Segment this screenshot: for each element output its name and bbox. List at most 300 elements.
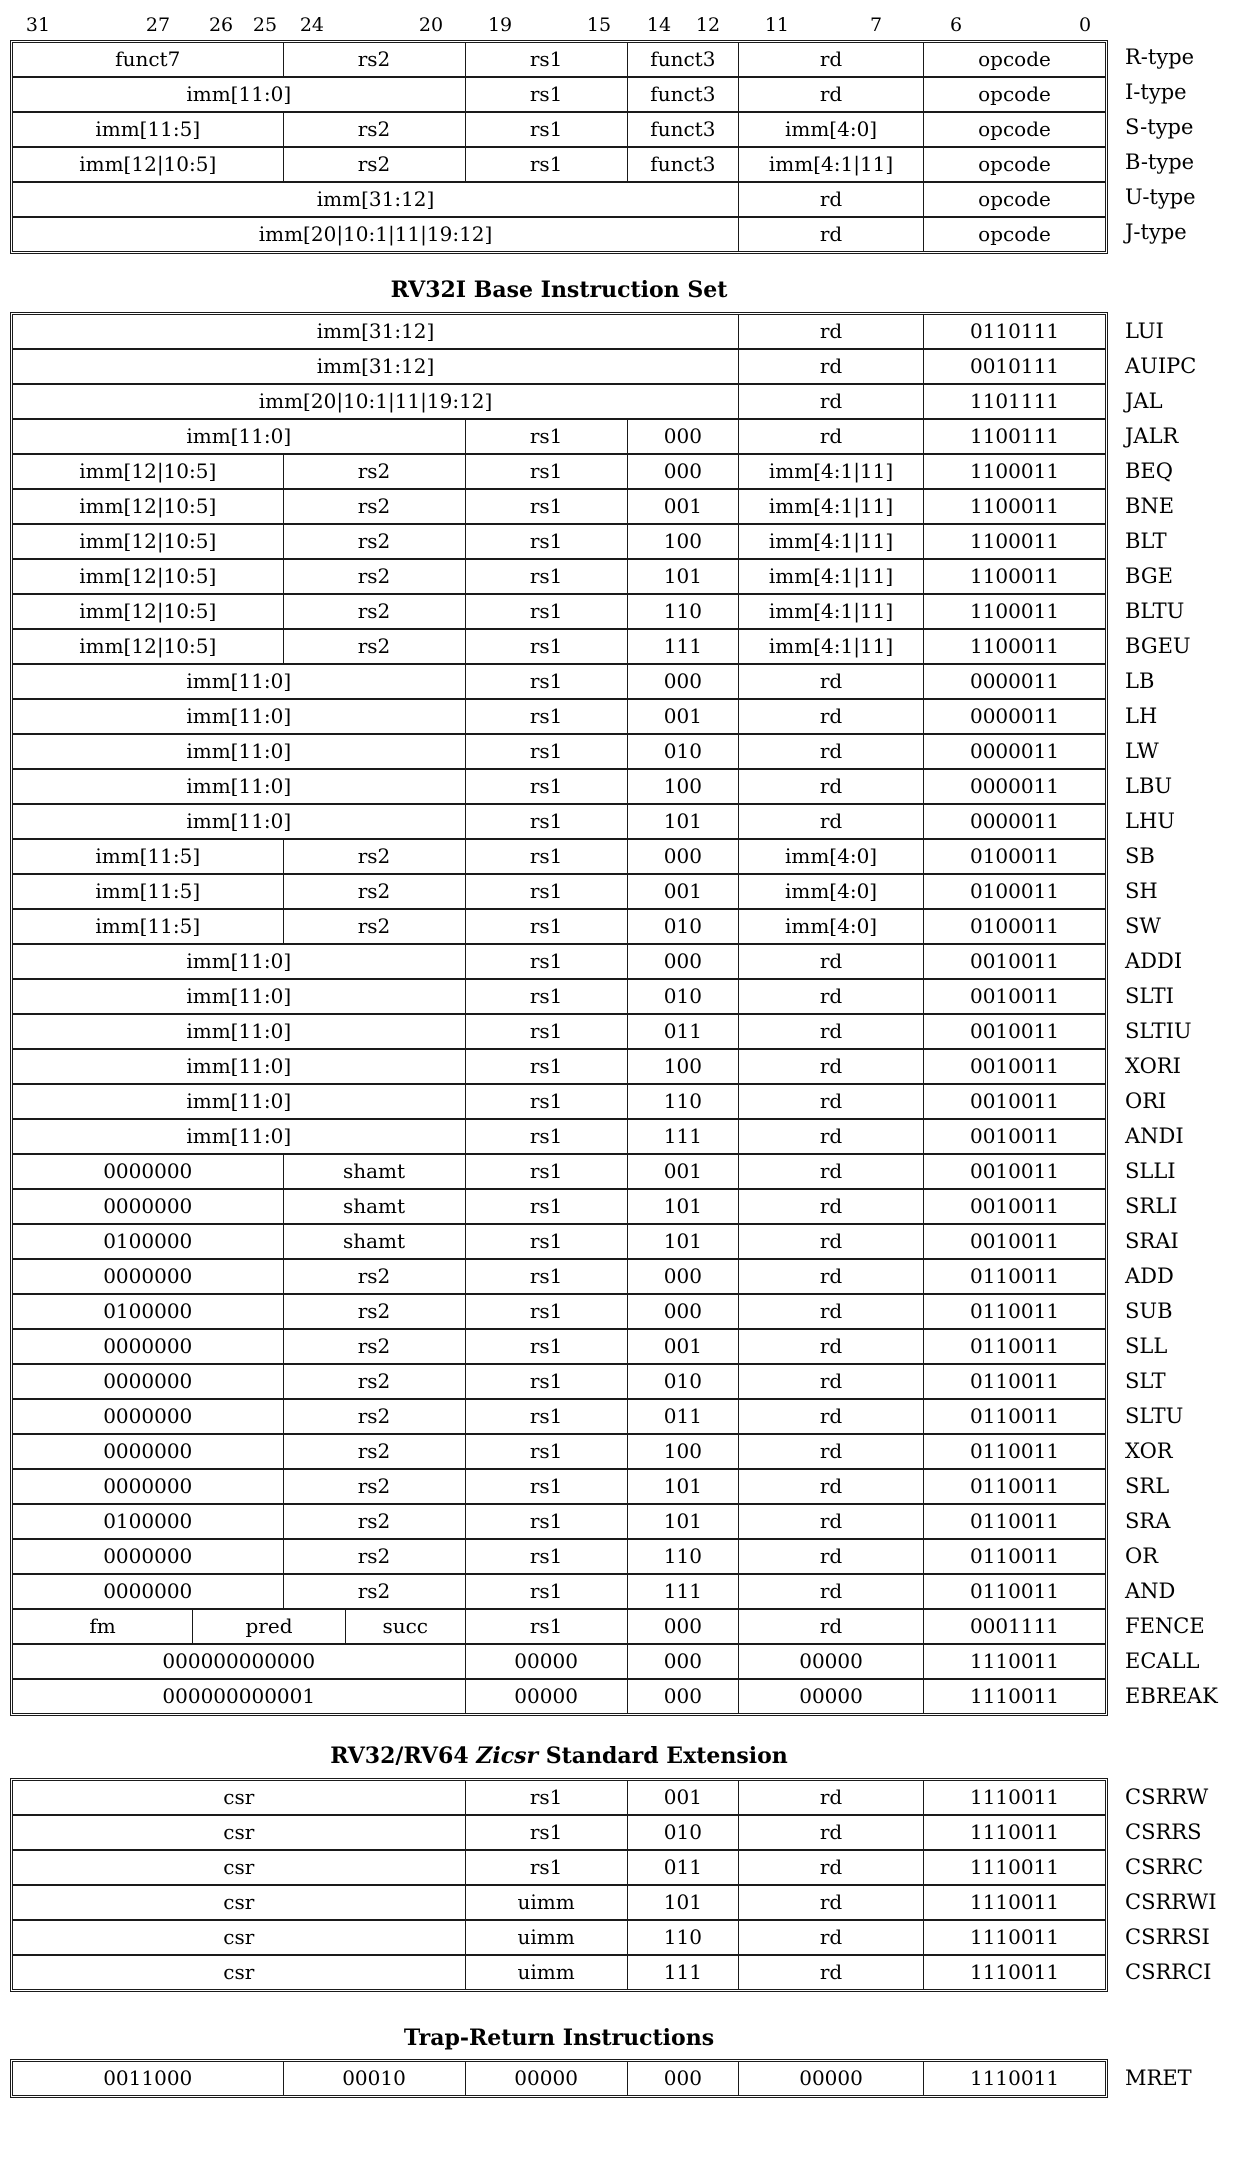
field-cell: 0110011 [923, 1470, 1105, 1503]
field-cell: rs2 [283, 875, 465, 908]
field-cell: 110 [627, 1085, 738, 1118]
field-cell: uimm [465, 1956, 627, 1989]
field-cell: 000 [627, 420, 738, 453]
field-cell: 0100000 [103, 1509, 193, 1533]
row-label: B-type [1125, 150, 1195, 174]
row-LBU [12, 769, 1106, 804]
row-ECALL [12, 1644, 1106, 1679]
row-label: AUIPC [1125, 354, 1197, 378]
field-cell: 0100000 [103, 1229, 193, 1253]
row-label: SLTU [1125, 1404, 1184, 1428]
field-cell: rs2 [283, 1470, 465, 1503]
row-label: CSRRSI [1125, 1925, 1210, 1949]
field-cell: 000000000000 [162, 1649, 316, 1673]
field-cell: imm[11:0] [186, 1124, 292, 1148]
row-label: SLT [1125, 1369, 1166, 1393]
field-cell: rs2 [283, 1505, 465, 1538]
field-cell: rs1 [465, 78, 627, 111]
field-cell: 0001111 [923, 1610, 1105, 1643]
field-cell: imm[4:1|11] [738, 490, 923, 523]
field-cell: 000000000001 [162, 1684, 316, 1708]
encoding-table [10, 1778, 1108, 1992]
field-cell: imm[4:1|11] [738, 560, 923, 593]
field-cell: rd [738, 945, 923, 978]
field-cell: opcode [923, 148, 1105, 181]
field-cell: rs1 [465, 1435, 627, 1468]
field-cell: rs1 [465, 1365, 627, 1398]
row-AND [12, 1574, 1106, 1609]
heading-text-part: Standard Extension [538, 1743, 788, 1769]
field-cell: rs1 [465, 1575, 627, 1608]
row-label: LUI [1125, 319, 1164, 343]
field-cell: 1110011 [923, 1680, 1105, 1713]
field-cell: 100 [627, 770, 738, 803]
field-cell: 000 [627, 1295, 738, 1328]
row-label: MRET [1125, 2066, 1192, 2090]
row-OR [12, 1539, 1106, 1574]
row-labels [1125, 1778, 1217, 1990]
field-cell: rd [738, 1190, 923, 1223]
field-cell: imm[4:0] [738, 113, 923, 146]
field-cell: imm[4:1|11] [738, 525, 923, 558]
field-cell: rd [738, 735, 923, 768]
field-cell: imm[11:0] [186, 82, 292, 106]
field-cell: imm[11:0] [186, 809, 292, 833]
field-cell: 001 [627, 1781, 738, 1814]
field-cell: rd [738, 1435, 923, 1468]
field-cell: 0110011 [923, 1575, 1105, 1608]
field-cell: 0110011 [923, 1540, 1105, 1573]
row-EBREAK [12, 1679, 1106, 1714]
bit-label-15: 15 [586, 14, 612, 36]
field-cell: 001 [627, 875, 738, 908]
field-cell: rd [738, 1400, 923, 1433]
row-label: SLTI [1125, 984, 1174, 1008]
field-cell: rs1 [465, 1015, 627, 1048]
bit-label-6: 6 [949, 14, 963, 36]
field-cell: rs1 [465, 490, 627, 523]
field-cell: imm[12|10:5] [79, 599, 217, 623]
row-label: SLL [1125, 1334, 1168, 1358]
field-cell: 000 [627, 1680, 738, 1713]
field-cell: 1100011 [923, 560, 1105, 593]
row-label: SRL [1125, 1474, 1170, 1498]
row-ADDI [12, 944, 1106, 979]
field-cell: rs1 [465, 910, 627, 943]
row-label: EBREAK [1125, 1684, 1218, 1708]
field-cell: rd [738, 770, 923, 803]
field-cell: rs2 [283, 1400, 465, 1433]
field-cell: rd [738, 1050, 923, 1083]
row-B-type [12, 147, 1106, 182]
bit-label-25: 25 [252, 14, 278, 36]
field-cell: rs1 [465, 525, 627, 558]
field-cell: imm[11:0] [186, 774, 292, 798]
field-cell: 00010 [283, 2062, 465, 2095]
field-cell: imm[11:0] [186, 1054, 292, 1078]
field-cell: rd [738, 1155, 923, 1188]
field-cell: rs1 [465, 1540, 627, 1573]
row-label: J-type [1125, 220, 1187, 244]
field-cell: uimm [465, 1886, 627, 1919]
field-cell: rd [738, 1470, 923, 1503]
field-cell: rs1 [465, 665, 627, 698]
field-cell: rs1 [465, 1470, 627, 1503]
row-label: SW [1125, 914, 1161, 938]
field-cell: 0000011 [923, 665, 1105, 698]
field-cell: 0000011 [923, 700, 1105, 733]
field-cell: 00000 [465, 1680, 627, 1713]
row-label: AND [1125, 1579, 1176, 1603]
field-cell: csr [223, 1925, 255, 1949]
row-label: BLT [1125, 529, 1167, 553]
field-cell: imm[31:12] [316, 319, 435, 343]
row-SRL [12, 1469, 1106, 1504]
row-label: BGEU [1125, 634, 1191, 658]
field-cell: rd [738, 218, 923, 251]
row-labels [1125, 2059, 1192, 2096]
field-cell: imm[4:1|11] [738, 630, 923, 663]
field-cell: imm[11:0] [186, 984, 292, 1008]
row-label: SUB [1125, 1299, 1173, 1323]
field-cell: rs2 [283, 455, 465, 488]
field-cell: succ [345, 1610, 465, 1643]
row-label: XORI [1125, 1054, 1181, 1078]
row-SLTIU [12, 1014, 1106, 1049]
field-cell: 0010011 [923, 1225, 1105, 1258]
field-cell: rs1 [465, 1816, 627, 1849]
row-AUIPC [12, 349, 1106, 384]
field-cell: imm[12|10:5] [79, 494, 217, 518]
table-with-labels [10, 1778, 1252, 1992]
row-label: XOR [1125, 1439, 1173, 1463]
field-cell: rs2 [283, 1435, 465, 1468]
field-cell: 001 [627, 1155, 738, 1188]
field-cell: 000 [627, 1645, 738, 1678]
field-cell: imm[4:0] [738, 875, 923, 908]
field-cell: rd [738, 420, 923, 453]
field-cell: 0000011 [923, 805, 1105, 838]
field-cell: 1101111 [923, 385, 1105, 418]
row-CSRRCI [12, 1955, 1106, 1990]
field-cell: rs2 [283, 560, 465, 593]
field-cell: rs1 [465, 1085, 627, 1118]
field-cell: imm[12|10:5] [79, 634, 217, 658]
row-SRAI [12, 1224, 1106, 1259]
bit-position-ruler [10, 0, 1108, 38]
field-cell: 0010011 [923, 1050, 1105, 1083]
row-SLT [12, 1364, 1106, 1399]
field-cell: shamt [283, 1225, 465, 1258]
row-label: LB [1125, 669, 1155, 693]
field-cell: 101 [627, 560, 738, 593]
field-cell: 011 [627, 1015, 738, 1048]
bit-label-20: 20 [418, 14, 444, 36]
field-cell: rd [738, 1956, 923, 1989]
field-cell: 00000 [738, 2062, 923, 2095]
row-label: LHU [1125, 809, 1175, 833]
field-cell: rd [738, 1330, 923, 1363]
field-cell: 00000 [738, 1680, 923, 1713]
row-LH [12, 699, 1106, 734]
row-label: ANDI [1125, 1124, 1184, 1148]
field-cell: rd [738, 78, 923, 111]
row-label: BNE [1125, 494, 1175, 518]
row-label: S-type [1125, 115, 1194, 139]
field-cell: imm[11:0] [186, 949, 292, 973]
bit-label-12: 12 [695, 14, 721, 36]
field-cell: 0000000 [103, 1439, 193, 1463]
row-S-type [12, 112, 1106, 147]
field-cell: rs1 [465, 1505, 627, 1538]
field-cell: funct3 [627, 113, 738, 146]
bit-label-7: 7 [869, 14, 883, 36]
row-I-type [12, 77, 1106, 112]
field-cell: rs1 [465, 1190, 627, 1223]
field-cell: 0000000 [103, 1194, 193, 1218]
row-CSRRWI [12, 1885, 1106, 1920]
row-SLL [12, 1329, 1106, 1364]
field-cell: 0110011 [923, 1365, 1105, 1398]
row-label: ADD [1125, 1264, 1174, 1288]
field-cell: 0000000 [103, 1544, 193, 1568]
field-cell: 0000000 [103, 1474, 193, 1498]
field-cell: csr [223, 1820, 255, 1844]
row-ORI [12, 1084, 1106, 1119]
row-label: JALR [1125, 424, 1179, 448]
field-cell: 010 [627, 735, 738, 768]
field-cell: imm[20|10:1|11|19:12] [258, 389, 493, 413]
field-cell: csr [223, 1890, 255, 1914]
row-U-type [12, 182, 1106, 217]
field-cell: rd [738, 1295, 923, 1328]
bit-label-24: 24 [299, 14, 325, 36]
field-cell: imm[11:0] [186, 424, 292, 448]
field-cell: shamt [283, 1155, 465, 1188]
field-cell: 0000011 [923, 735, 1105, 768]
bit-label-19: 19 [487, 14, 513, 36]
field-cell: 1110011 [923, 1781, 1105, 1814]
field-cell: 1100011 [923, 490, 1105, 523]
row-ADD [12, 1259, 1106, 1294]
field-cell: rd [738, 1365, 923, 1398]
field-cell: 0010011 [923, 980, 1105, 1013]
field-cell: funct3 [627, 148, 738, 181]
field-cell: 1100011 [923, 595, 1105, 628]
field-cell: 0110011 [923, 1505, 1105, 1538]
field-cell: 101 [627, 1225, 738, 1258]
field-cell: 000 [627, 455, 738, 488]
field-cell: 0110011 [923, 1295, 1105, 1328]
field-cell: 100 [627, 1435, 738, 1468]
field-cell: 0010011 [923, 1120, 1105, 1153]
field-cell: rs1 [465, 840, 627, 873]
field-cell: 00000 [465, 1645, 627, 1678]
field-cell: rs1 [465, 455, 627, 488]
field-cell: funct7 [115, 47, 181, 71]
field-cell: rd [738, 1610, 923, 1643]
field-cell: 0110011 [923, 1435, 1105, 1468]
field-cell: rd [738, 1505, 923, 1538]
field-cell: 0000000 [103, 1579, 193, 1603]
row-labels [1125, 38, 1196, 250]
field-cell: pred [192, 1610, 345, 1643]
field-cell: 000 [627, 1610, 738, 1643]
row-label: JAL [1125, 389, 1163, 413]
row-SUB [12, 1294, 1106, 1329]
field-cell: rs2 [283, 1295, 465, 1328]
field-cell: 111 [627, 1956, 738, 1989]
encoding-table [10, 2059, 1108, 2098]
field-cell: rd [738, 700, 923, 733]
field-cell: rd [738, 1260, 923, 1293]
field-cell: rd [738, 1575, 923, 1608]
section-zicsr [10, 1742, 1252, 1992]
field-cell: rs1 [465, 1120, 627, 1153]
heading-text-part: Trap-Return Instructions [403, 2025, 715, 2051]
field-cell: 000 [627, 840, 738, 873]
field-cell: imm[12|10:5] [79, 459, 217, 483]
field-cell: opcode [923, 78, 1105, 111]
field-cell: 0000011 [923, 770, 1105, 803]
field-cell: 110 [627, 1921, 738, 1954]
row-label: CSRRS [1125, 1820, 1202, 1844]
field-cell: 1110011 [923, 1851, 1105, 1884]
row-MRET [12, 2061, 1106, 2096]
field-cell: rd [738, 1120, 923, 1153]
field-cell: 0010011 [923, 1015, 1105, 1048]
row-BLTU [12, 594, 1106, 629]
field-cell: imm[4:0] [738, 910, 923, 943]
field-cell: imm[11:5] [95, 879, 201, 903]
field-cell: 0000000 [103, 1404, 193, 1428]
row-label: SRAI [1125, 1229, 1179, 1253]
row-label: BGE [1125, 564, 1173, 588]
field-cell: 101 [627, 1190, 738, 1223]
field-cell: rs2 [283, 1540, 465, 1573]
field-cell: rd [738, 1085, 923, 1118]
field-cell: 001 [627, 1330, 738, 1363]
field-cell: imm[12|10:5] [79, 564, 217, 588]
row-label: CSRRCI [1125, 1960, 1212, 1984]
field-cell: 0000000 [103, 1264, 193, 1288]
row-J-type [12, 217, 1106, 252]
field-cell: 0011000 [103, 2066, 193, 2090]
field-cell: 0000000 [103, 1334, 193, 1358]
bit-label-26: 26 [208, 14, 234, 36]
field-cell: 111 [627, 630, 738, 663]
heading-text-part: RV32/RV64 [330, 1743, 477, 1769]
row-label: ORI [1125, 1089, 1167, 1113]
field-cell: rs1 [465, 1781, 627, 1814]
row-label: SLLI [1125, 1159, 1176, 1183]
field-cell: 0110011 [923, 1330, 1105, 1363]
row-R-type [12, 42, 1106, 77]
row-label: CSRRWI [1125, 1890, 1217, 1914]
field-cell: rs2 [283, 1365, 465, 1398]
field-cell: csr [223, 1960, 255, 1984]
field-cell: csr [223, 1855, 255, 1879]
field-cell: 101 [627, 805, 738, 838]
row-SB [12, 839, 1106, 874]
field-cell: imm[31:12] [316, 354, 435, 378]
row-SLLI [12, 1154, 1106, 1189]
field-cell: rd [738, 1851, 923, 1884]
field-cell: imm[4:1|11] [738, 595, 923, 628]
encoding-table [10, 312, 1108, 1716]
field-cell: 1100111 [923, 420, 1105, 453]
bit-label-31: 31 [25, 14, 51, 36]
field-cell: opcode [923, 43, 1105, 76]
field-cell: rs1 [465, 1225, 627, 1258]
field-cell: rs1 [465, 560, 627, 593]
field-cell: rs2 [283, 148, 465, 181]
field-cell: rs1 [465, 420, 627, 453]
field-cell: rs2 [283, 43, 465, 76]
field-cell: rd [738, 980, 923, 1013]
table-with-labels [10, 2059, 1252, 2098]
field-cell: rs1 [465, 1155, 627, 1188]
field-cell: rs2 [283, 840, 465, 873]
field-cell: 0000000 [103, 1159, 193, 1183]
field-cell: 000 [627, 1260, 738, 1293]
field-cell: 010 [627, 910, 738, 943]
row-CSRRC [12, 1850, 1106, 1885]
field-cell: rd [738, 1015, 923, 1048]
row-XOR [12, 1434, 1106, 1469]
field-cell: shamt [283, 1190, 465, 1223]
field-cell: 0110111 [923, 315, 1105, 348]
field-cell: 000 [627, 945, 738, 978]
field-cell: rs1 [465, 805, 627, 838]
row-BGEU [12, 629, 1106, 664]
field-cell: 001 [627, 490, 738, 523]
field-cell: rd [738, 665, 923, 698]
field-cell: rd [738, 1540, 923, 1573]
field-cell: 1110011 [923, 2062, 1105, 2095]
row-label: LH [1125, 704, 1158, 728]
field-cell: imm[4:1|11] [738, 148, 923, 181]
field-cell: imm[11:0] [186, 704, 292, 728]
field-cell: 00000 [738, 1645, 923, 1678]
row-ANDI [12, 1119, 1106, 1154]
row-LUI [12, 314, 1106, 349]
field-cell: rs1 [465, 595, 627, 628]
row-JALR [12, 419, 1106, 454]
field-cell: 100 [627, 1050, 738, 1083]
row-JAL [12, 384, 1106, 419]
field-cell: imm[11:0] [186, 1019, 292, 1043]
field-cell: 0010111 [923, 350, 1105, 383]
field-cell: 000 [627, 2062, 738, 2095]
field-cell: rs1 [465, 1610, 627, 1643]
row-label: SH [1125, 879, 1158, 903]
row-BGE [12, 559, 1106, 594]
field-cell: rd [738, 1921, 923, 1954]
field-cell: rs2 [283, 1260, 465, 1293]
field-cell: 011 [627, 1851, 738, 1884]
field-cell: rs1 [465, 945, 627, 978]
row-BNE [12, 489, 1106, 524]
section-heading [10, 2024, 1108, 2052]
row-label: LBU [1125, 774, 1173, 798]
row-SRA [12, 1504, 1106, 1539]
field-cell: 0010011 [923, 1085, 1105, 1118]
field-cell: 101 [627, 1505, 738, 1538]
field-cell: 0000000 [103, 1369, 193, 1393]
field-cell: funct3 [627, 78, 738, 111]
row-label: BEQ [1125, 459, 1173, 483]
